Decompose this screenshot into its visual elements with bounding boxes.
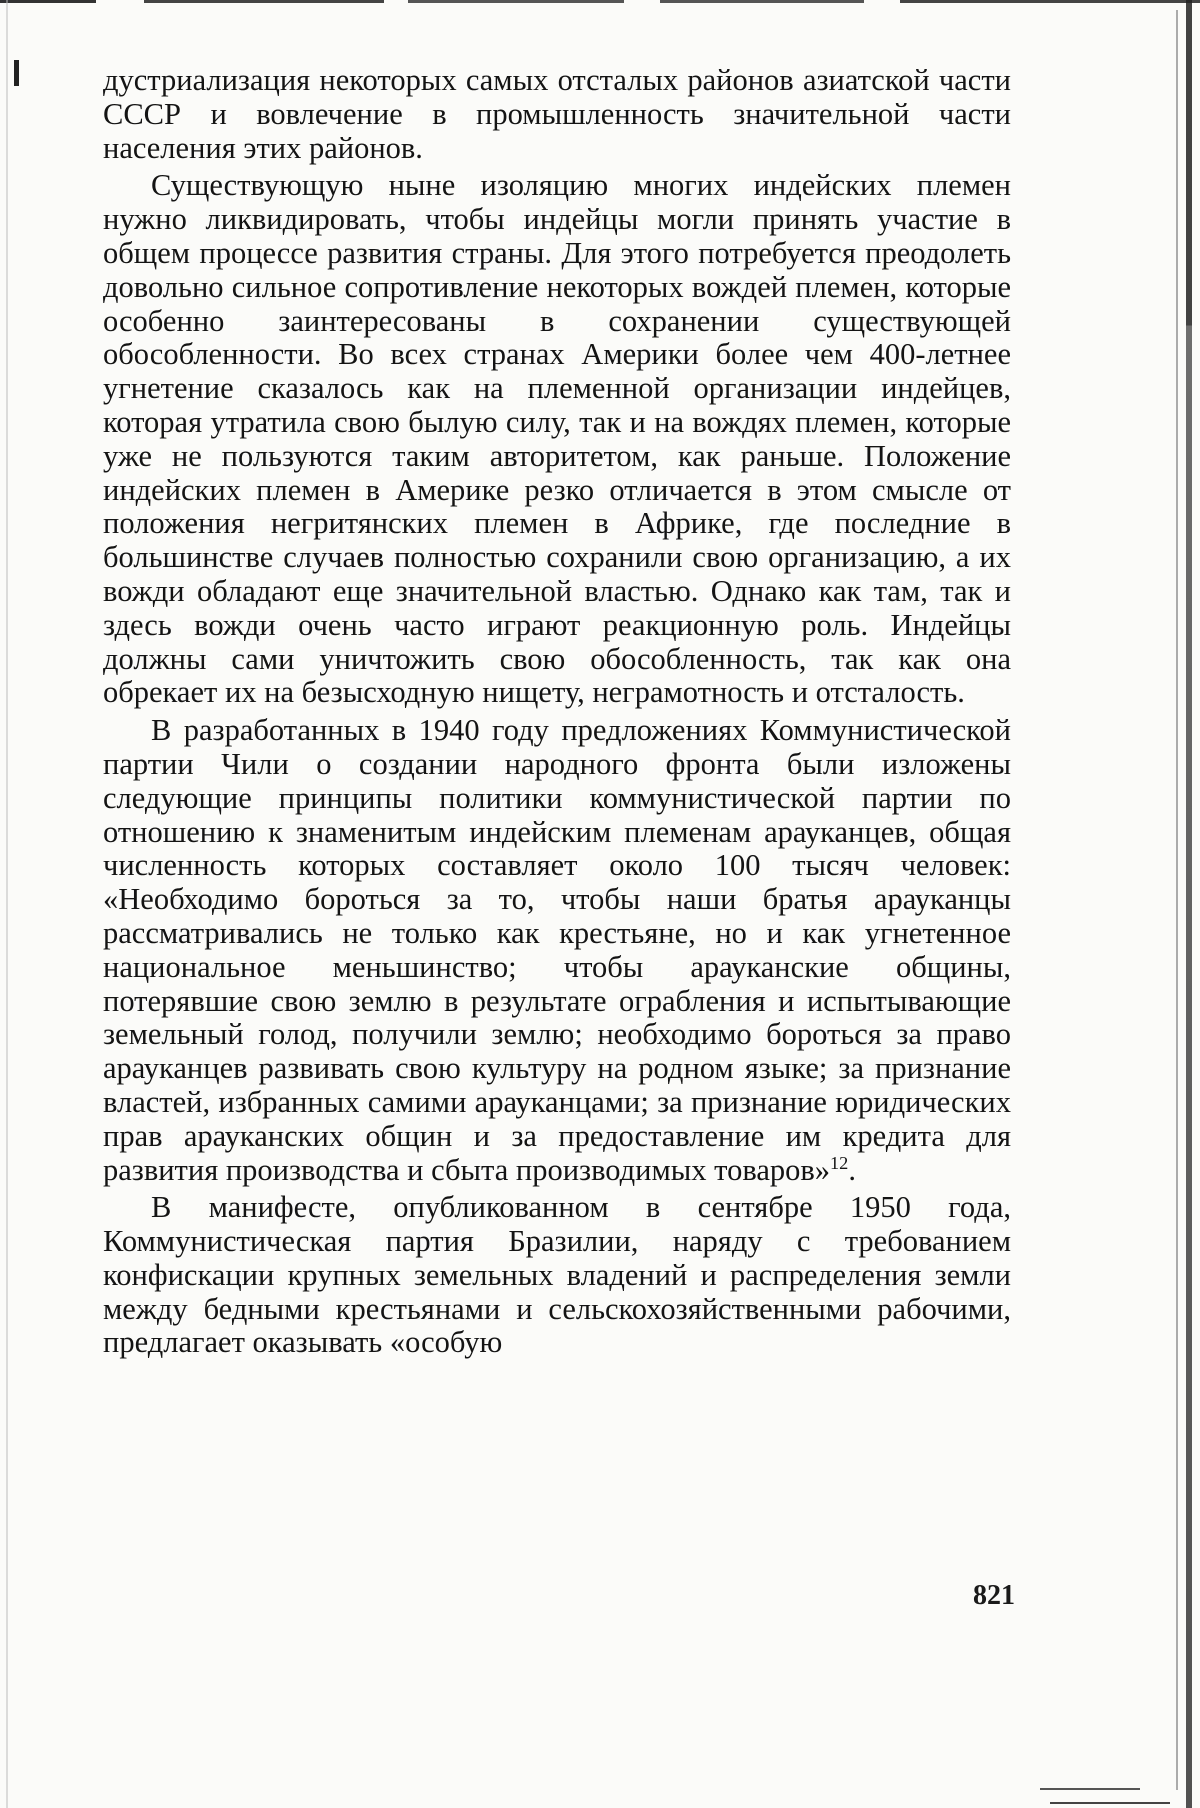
- paragraph-text: В разработанных в 1940 году предложениях Коммунистической партии Чили о создании народного фронта были изложены следующие принципы политики коммунистической партии по отношению к знаменитым индейским племенам арауканцев, общая численность которых составляет около 100 тысяч человек: «Необходимо бороться за то, чтобы наши братья арауканцы рассматривались не только как крестьяне, но и как угнетенное национальное меньшинство; чтобы арауканские общины, потерявшие свою землю в результате ограбления и испытывающие земельный голод, получили землю; необходимо бороться за право арауканцев развивать свою культуру на родном языке; за признание властей, избранных самими арауканцами; за признание юридических прав арауканских общин и за предоставление им кредита для развития производства и сбыта производимых товаров»: [103, 713, 1011, 1187]
- scan-right-edge: [1186, 0, 1192, 1808]
- scan-bottom-mark: [1040, 1788, 1140, 1790]
- paragraph-text: Существующую ныне изоляцию многих индейских племен нужно ликвидировать, чтобы индейцы могли принять участие в общем процессе развития страны. Для этого потребуется преодолеть довольно сильное сопротивление некоторых вождей племен, которые особенно заинтересованы в сохранении существующей обособленности. Во всех странах Америки более чем 400-летнее угнетение сказалось как на племенной организации индейцев, которая утратила свою былую силу, так и на вождях племен, которые уже не пользуются таким авторитетом, как раньше. Положение индейских племен в Америке резко отличается в этом смысле от положения негритянских племен в Африке, где последние в большинстве случаев полностью сохранили свою организацию, а их вожди обладают еще значительной властью. Однако как там, так и здесь вожди очень часто играют реакционную роль. Индейцы должны сами уничтожить свою обособленность, так как она обрекает их на безысходную нищету, неграмотность и отсталость.: [103, 168, 1011, 710]
- page-number: 821: [973, 1580, 1015, 1611]
- paragraph-brazil-manifesto: [103, 1191, 1011, 1360]
- paragraph-continuation: [103, 64, 1011, 165]
- footnote-marker: 12: [830, 1152, 849, 1173]
- paragraph-tail: .: [848, 1152, 856, 1187]
- paragraph-chile-araucanians: [103, 714, 1011, 1187]
- paragraph-tribal-isolation: [103, 169, 1011, 710]
- paragraph-text: дустриализация некоторых самых отсталых районов азиатской части СССР и вовлечение в промышленность значительной части населения этих районов.: [103, 63, 1011, 165]
- scan-bottom-line: [1050, 1802, 1170, 1804]
- paragraph-text: В манифесте, опубликованном в сентябре 1950 года, Коммунистическая партия Бразилии, наряду с требованием конфискации крупных земельных владений и распределения земли между бедными крестьянами и сельскохозяйственными рабочими, предлагает оказывать «особую: [103, 1190, 1011, 1360]
- scan-left-edge: [6, 0, 8, 1808]
- body-text: [103, 64, 1011, 1360]
- scan-left-mark: [14, 60, 19, 86]
- scan-right-line: [1176, 10, 1178, 1790]
- scan-top-edge: [0, 0, 1200, 3]
